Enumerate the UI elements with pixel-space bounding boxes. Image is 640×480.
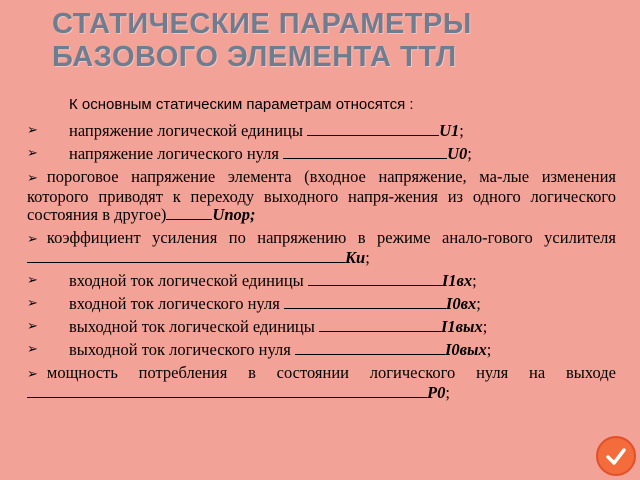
arrow-bullet-icon: ➢: [27, 319, 38, 334]
arrow-bullet-icon: ➢: [27, 342, 38, 357]
item-end: ;: [250, 205, 256, 224]
arrow-bullet-icon: ➢: [27, 273, 38, 288]
intro-text: К основным статическим параметрам относятся :: [69, 96, 414, 113]
underline-blank: [319, 318, 441, 332]
item-text: коэффициент усиления по напряжению в режиме анало-гового усилителя: [46, 228, 616, 247]
list-item-uthreshold: [27, 168, 616, 224]
item-text: напряжение логического нуля: [69, 144, 284, 163]
item-symbol: Uпор: [212, 205, 251, 224]
item-text: выходной ток логического нуля: [69, 340, 295, 359]
arrow-bullet-icon: ➢: [27, 367, 38, 382]
checkmark-badge[interactable]: [596, 436, 636, 476]
underline-blank: [307, 122, 439, 136]
item-end: ;: [482, 317, 488, 336]
item-symbol: I0вх: [445, 294, 477, 313]
arrow-bullet-icon: ➢: [27, 296, 38, 311]
item-text: напряжение логической единицы: [69, 121, 308, 140]
underline-blank: [284, 295, 446, 309]
item-end: ;: [486, 340, 492, 359]
arrow-bullet-icon: ➢: [27, 232, 38, 247]
list-item-i0in: [27, 295, 616, 313]
list-item-u1: [27, 122, 616, 140]
item-text: входной ток логической единицы: [69, 271, 308, 290]
underline-blank: [27, 384, 427, 398]
item-end: ;: [445, 383, 450, 402]
item-symbol: I1вых: [440, 317, 483, 336]
arrow-bullet-icon: ➢: [27, 123, 38, 138]
item-end: ;: [467, 144, 472, 163]
list-item-ku: [27, 229, 616, 267]
item-end: ;: [459, 121, 464, 140]
item-symbol: P0: [427, 383, 446, 402]
item-symbol: U0: [447, 144, 468, 163]
list-item-i1in: [27, 272, 616, 290]
underline-blank: [27, 249, 345, 263]
list-item-i1out: [27, 318, 616, 336]
underline-blank: [308, 272, 442, 286]
parameter-list: [27, 96, 616, 407]
item-text: выходной ток логической единицы: [69, 317, 319, 336]
list-item-u0: [27, 145, 616, 163]
underline-blank: [166, 206, 212, 220]
page-title: СТАТИЧЕСКИЕ ПАРАМЕТРЫ БАЗОВОГО ЭЛЕМЕНТА ТТЛ: [52, 8, 472, 73]
arrow-bullet-icon: ➢: [27, 146, 38, 161]
underline-blank: [283, 145, 447, 159]
underline-blank: [295, 341, 445, 355]
item-end: ;: [476, 294, 481, 313]
checkmark-icon: [604, 444, 628, 468]
arrow-bullet-icon: ➢: [27, 171, 38, 186]
item-text: входной ток логического нуля: [69, 294, 284, 313]
item-symbol: U1: [439, 121, 460, 140]
item-text: пороговое напряжение элемента (входное напряжение, ма-лые изменения которого приводят к переходу выходного напря-жения из одного логического состояния в другое): [27, 167, 616, 224]
item-text: мощность потребления в состоянии логического нуля на выходе: [46, 363, 616, 382]
item-symbol: I1вх: [441, 271, 473, 290]
item-symbol: I0вых: [445, 340, 487, 359]
item-symbol: Ku: [345, 248, 366, 267]
list-item-p0: [27, 364, 616, 402]
item-end: ;: [365, 248, 370, 267]
list-item-i0out: [27, 341, 616, 359]
item-end: ;: [472, 271, 477, 290]
